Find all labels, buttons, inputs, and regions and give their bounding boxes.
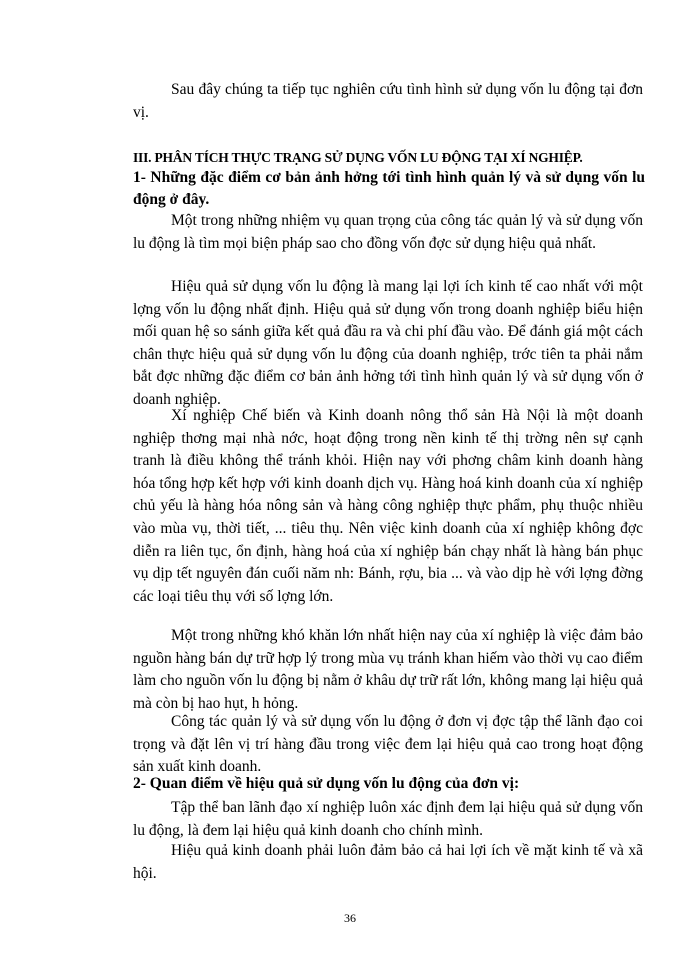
section-heading-iii: III. PHÂN TÍCH THỰC TRẠNG SỬ DỤNG VỐN LU ĐỘNG TẠI XÍ NGHIỆP. bbox=[133, 150, 583, 165]
paragraph-intro: Sau đây chúng ta tiếp tục nghiên cứu tình hình sử dụng vốn lu động tại đơn vị. bbox=[133, 81, 643, 121]
subheading-1: 1- Những đặc điểm cơ bản ảnh hởng tới tình hình quản lý và sử dụng vốn lu động ở đây. bbox=[133, 169, 645, 208]
paragraph-3: Xí nghiệp Chế biến và Kinh doanh nông thổ sản Hà Nội là một doanh nghiệp thơng mại nhà nớc, hoạt động trong nền kinh tế thị trờng nên sự cạnh tranh là điều không thể tránh khỏi. Hiện nay với phơng châm kinh doanh hàng hóa tổng hợp kết hợp với kinh doanh dịch vụ. Hàng hoá kinh doanh của xí nghiệp chủ yếu là hàng hóa nông sản và hàng công nghiệp thực phẩm, phụ thuộc nhiều vào mùa vụ, thời tiết, ... tiêu thụ. Nên việc kinh doanh của xí nghiệp không đợc diễn ra liên tục, ổn định, hàng hoá của xí nghiệp bán chạy nhất là hàng bán phục vụ dịp tết nguyên đán cuối năm nh: Bánh, rợu, bia ... và vào dịp hè với lợng đờng các loại tiêu thụ với số lợng lớn. bbox=[133, 407, 643, 605]
paragraph-4: Một trong những khó khăn lớn nhất hiện nay của xí nghiệp là việc đảm bảo nguồn hàng bán dự trữ hợp lý trong mùa vụ tránh khan hiếm vào thời vụ cao điểm làm cho nguồn vốn lu động bị nằm ở khâu dự trữ rất lớn, không mang lại hiệu quả mà còn bị hao hụt, h hỏng. bbox=[133, 627, 643, 712]
paragraph-7: Hiệu quả kinh doanh phải luôn đảm bảo cả hai lợi ích về mặt kinh tế và xã hội. bbox=[133, 842, 643, 882]
paragraph-6: Tập thể ban lãnh đạo xí nghiệp luôn xác định đem lại hiệu quả sử dụng vốn lu động, là đem lại hiệu quả kinh doanh cho chính mình. bbox=[133, 799, 643, 839]
subheading-2: 2- Quan điểm về hiệu quả sử dụng vốn lu động của đơn vị: bbox=[133, 775, 520, 792]
paragraph-1: Một trong những nhiệm vụ quan trọng của công tác quản lý và sử dụng vốn lu động là tìm mọi biện pháp sao cho đồng vốn đợc sử dụng hiệu quả nhất. bbox=[133, 212, 643, 252]
paragraph-2: Hiệu quả sử dụng vốn lu động là mang lại lợi ích kinh tế cao nhất với một lợng vốn lu động nhất định. Hiệu quả sử dụng vốn trong doanh nghiệp biểu hiện mối quan hệ so sánh giữa kết quả đầu ra và chi phí đầu vào. Để đánh giá một cách chân thực hiệu quả sử dụng vốn lu động của doanh nghiệp, trớc tiên ta phải nắm bắt đợc những đặc điểm cơ bản ảnh hởng tới tình hình quản lý và sử dụng vốn ở doanh nghiệp. bbox=[133, 278, 643, 408]
page-number: 36 bbox=[344, 911, 356, 925]
paragraph-5: Công tác quản lý và sử dụng vốn lu động ở đơn vị đợc tập thể lãnh đạo coi trọng và đặt lên vị trí hàng đầu trong việc đem lại hiệu quả cao trong hoạt động sản xuất kinh doanh. bbox=[133, 713, 643, 776]
